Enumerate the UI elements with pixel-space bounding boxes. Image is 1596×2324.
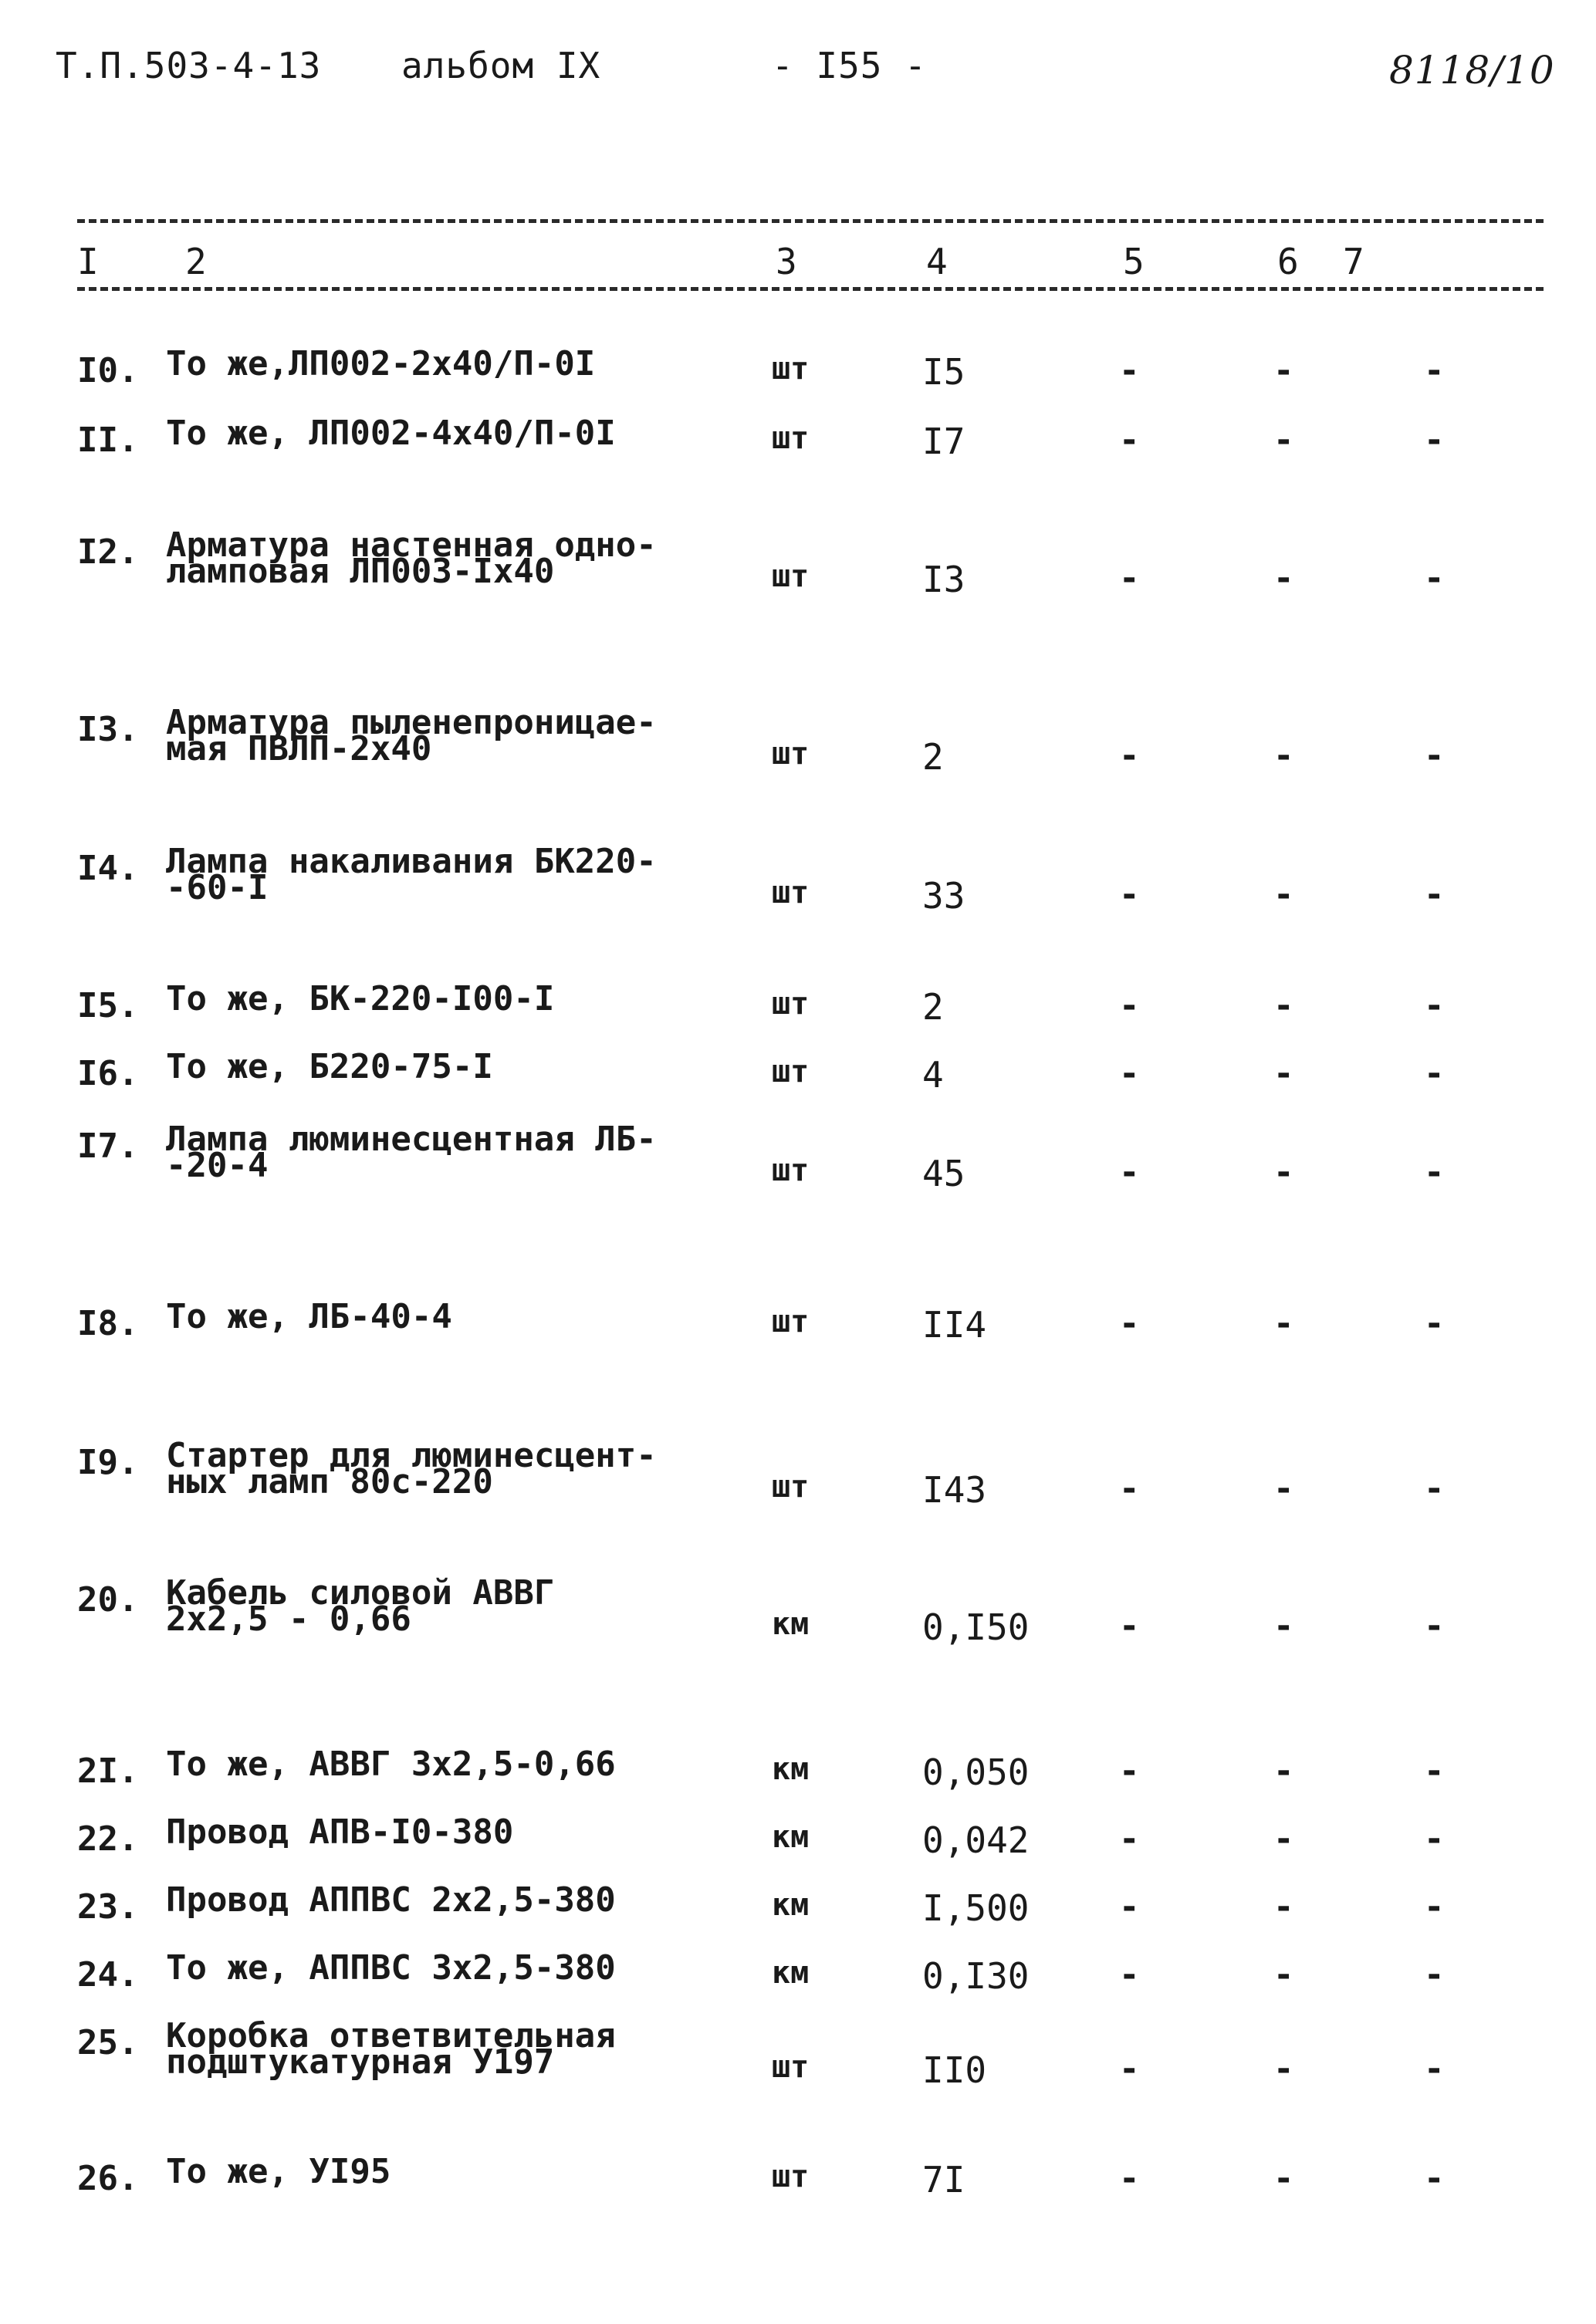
column-header-1: I — [77, 241, 99, 282]
column-header-3: 3 — [776, 241, 797, 282]
unit-cell: км — [772, 1751, 810, 1787]
quantity-cell: II4 — [922, 1304, 987, 1346]
item-name: То же, Б220-75-I — [166, 1047, 493, 1086]
unit-cell: км — [772, 1887, 810, 1923]
unit-cell: шт — [772, 1304, 810, 1339]
column-5-cell: - — [1119, 1153, 1140, 1192]
quantity-cell: I7 — [922, 421, 965, 462]
column-5-cell: - — [1119, 559, 1140, 598]
column-6-cell: - — [1273, 1606, 1294, 1646]
column-7-cell: - — [1424, 875, 1445, 914]
row-number: 25. — [77, 2023, 139, 2062]
quantity-cell: I3 — [922, 559, 965, 600]
column-7-cell: - — [1424, 1819, 1445, 1859]
unit-cell: шт — [772, 351, 810, 387]
column-7-cell: - — [1424, 1606, 1445, 1646]
column-5-cell: - — [1119, 1887, 1140, 1927]
quantity-cell: 0,I30 — [922, 1955, 1030, 1997]
row-number: I4. — [77, 849, 139, 888]
row-number: I2. — [77, 532, 139, 572]
item-name: Стартер для люминесцент- ных ламп 80с-220 — [166, 1436, 657, 1501]
quantity-cell: I5 — [922, 351, 965, 393]
column-7-cell: - — [1424, 1153, 1445, 1192]
column-6-cell: - — [1273, 2049, 1294, 2089]
item-name: То же, БК-220-I00-I — [166, 979, 555, 1018]
column-6-cell: - — [1273, 351, 1294, 390]
column-6-cell: - — [1273, 1304, 1294, 1343]
column-5-cell: - — [1119, 1054, 1140, 1093]
column-5-cell: - — [1119, 1751, 1140, 1791]
unit-cell: км — [772, 1955, 810, 1991]
row-number: 23. — [77, 1887, 139, 1927]
column-5-cell: - — [1119, 2049, 1140, 2089]
row-number: I3. — [77, 710, 139, 749]
column-7-cell: - — [1424, 1887, 1445, 1927]
row-number: 2I. — [77, 1751, 139, 1791]
unit-cell: шт — [772, 1153, 810, 1188]
column-7-cell: - — [1424, 2049, 1445, 2089]
item-name: Арматура настенная одно- ламповая ЛП003-Iх40 — [166, 525, 657, 591]
quantity-cell: II0 — [922, 2049, 987, 2091]
item-name: То же, АППВС 3х2,5-380 — [166, 1948, 616, 1988]
unit-cell: шт — [772, 2049, 810, 2085]
column-5-cell: - — [1119, 875, 1140, 914]
item-name: То же, АВВГ 3х2,5-0,66 — [166, 1745, 616, 1784]
column-header-4: 4 — [926, 241, 948, 282]
row-number: I8. — [77, 1304, 139, 1343]
unit-cell: шт — [772, 875, 810, 910]
row-number: 22. — [77, 1819, 139, 1859]
item-name: То же, УI95 — [166, 2152, 391, 2191]
item-name: Арматура пыленепроницае- мая ПВЛП-2х40 — [166, 703, 657, 768]
column-6-cell: - — [1273, 559, 1294, 598]
column-7-cell: - — [1424, 1304, 1445, 1343]
column-header-5: 5 — [1123, 241, 1145, 282]
quantity-cell: 0,042 — [922, 1819, 1030, 1861]
column-7-cell: - — [1424, 986, 1445, 1025]
quantity-cell: I,500 — [922, 1887, 1030, 1929]
item-name: Кабель силовой АВВГ 2х2,5 - 0,66 — [166, 1573, 555, 1639]
column-5-cell: - — [1119, 1819, 1140, 1859]
column-5-cell: - — [1119, 736, 1140, 775]
column-6-cell: - — [1273, 736, 1294, 775]
column-5-cell: - — [1119, 986, 1140, 1025]
column-7-cell: - — [1424, 421, 1445, 460]
row-number: I0. — [77, 351, 139, 390]
quantity-cell: 33 — [922, 875, 965, 917]
unit-cell: шт — [772, 986, 810, 1022]
unit-cell: км — [772, 1819, 810, 1855]
column-7-cell: - — [1424, 1751, 1445, 1791]
quantity-cell: 2 — [922, 736, 944, 778]
column-7-cell: - — [1424, 351, 1445, 390]
column-5-cell: - — [1119, 1606, 1140, 1646]
quantity-cell: 0,I50 — [922, 1606, 1030, 1648]
column-6-cell: - — [1273, 421, 1294, 460]
unit-cell: шт — [772, 421, 810, 456]
row-number: II. — [77, 421, 139, 460]
column-6-cell: - — [1273, 1153, 1294, 1192]
quantity-cell: 45 — [922, 1153, 965, 1194]
column-header-6: 6 — [1277, 241, 1299, 282]
item-name: Провод АПВ-I0-380 — [166, 1812, 514, 1852]
unit-cell: шт — [772, 1469, 810, 1505]
quantity-cell: 4 — [922, 1054, 944, 1096]
item-name: Провод АППВС 2х2,5-380 — [166, 1880, 616, 1920]
album-label: альбом IX — [401, 45, 601, 86]
column-7-cell: - — [1424, 559, 1445, 598]
column-5-cell: - — [1119, 1304, 1140, 1343]
quantity-cell: 7I — [922, 2159, 965, 2201]
column-6-cell: - — [1273, 1955, 1294, 1995]
item-name: То же, ЛБ-40-4 — [166, 1297, 452, 1336]
column-header-7: 7 — [1343, 241, 1364, 282]
unit-cell: шт — [772, 2159, 810, 2194]
row-number: 24. — [77, 1955, 139, 1995]
column-6-cell: - — [1273, 1819, 1294, 1859]
column-7-cell: - — [1424, 1955, 1445, 1995]
column-7-cell: - — [1424, 1469, 1445, 1508]
column-6-cell: - — [1273, 1469, 1294, 1508]
unit-cell: км — [772, 1606, 810, 1642]
item-name: Лампа люминесцентная ЛБ- -20-4 — [166, 1120, 657, 1185]
item-name: То же, ЛП002-4х40/П-0I — [166, 414, 616, 453]
column-6-cell: - — [1273, 2159, 1294, 2198]
quantity-cell: 0,050 — [922, 1751, 1030, 1793]
column-6-cell: - — [1273, 1751, 1294, 1791]
unit-cell: шт — [772, 1054, 810, 1089]
column-5-cell: - — [1119, 1469, 1140, 1508]
column-header-2: 2 — [185, 241, 207, 282]
column-6-cell: - — [1273, 986, 1294, 1025]
column-7-cell: - — [1424, 736, 1445, 775]
column-6-cell: - — [1273, 875, 1294, 914]
row-number: 26. — [77, 2159, 139, 2198]
quantity-cell: 2 — [922, 986, 944, 1028]
column-6-cell: - — [1273, 1054, 1294, 1093]
item-name: То же,ЛП002-2х40/П-0I — [166, 344, 596, 383]
row-number: I6. — [77, 1054, 139, 1093]
sheet-number: 8118/10 — [1389, 48, 1555, 93]
item-name: Лампа накаливания БК220- -60-I — [166, 842, 657, 907]
column-5-cell: - — [1119, 1955, 1140, 1995]
row-number: I5. — [77, 986, 139, 1025]
column-7-cell: - — [1424, 1054, 1445, 1093]
row-number: I7. — [77, 1127, 139, 1166]
page-number: - I55 - — [772, 45, 927, 86]
column-7-cell: - — [1424, 2159, 1445, 2198]
column-5-cell: - — [1119, 2159, 1140, 2198]
row-number: 20. — [77, 1580, 139, 1620]
unit-cell: шт — [772, 559, 810, 594]
document-code: Т.П.503-4-13 — [56, 45, 322, 86]
column-5-cell: - — [1119, 421, 1140, 460]
quantity-cell: I43 — [922, 1469, 987, 1511]
row-number: I9. — [77, 1443, 139, 1482]
unit-cell: шт — [772, 736, 810, 772]
item-name: Коробка ответвительная подштукатурная У197 — [166, 2016, 616, 2082]
column-5-cell: - — [1119, 351, 1140, 390]
column-6-cell: - — [1273, 1887, 1294, 1927]
